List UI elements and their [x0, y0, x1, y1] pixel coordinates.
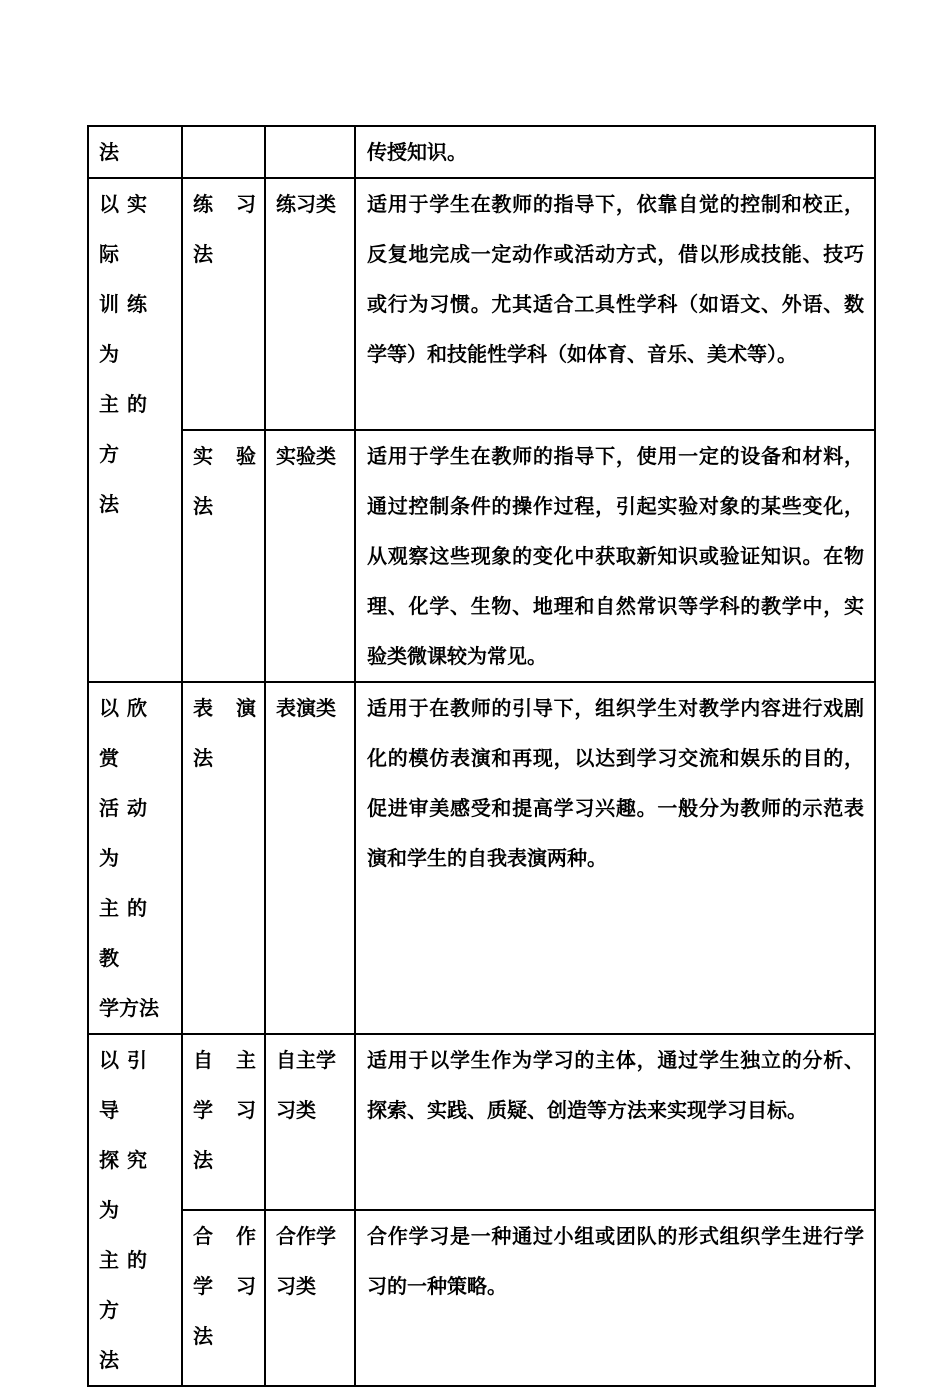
category-line: 活动为	[99, 796, 155, 870]
method-char: 演	[236, 696, 256, 720]
table-row	[88, 682, 875, 1034]
method-char: 作	[236, 1224, 256, 1248]
method-char: 习	[236, 1098, 256, 1122]
description-cell: 合作学习是一种通过小组或团队的形式组织学生进行学习的一种策略。	[355, 1210, 875, 1386]
method-char: 法	[193, 1148, 213, 1172]
method-char: 学	[193, 1098, 213, 1122]
method-char: 法	[193, 494, 213, 518]
type-cell: 表演类	[265, 682, 355, 1034]
category-line: 主的方	[99, 392, 155, 466]
type-line: 合作学	[276, 1224, 336, 1248]
table-row	[88, 178, 875, 430]
table-row	[88, 1210, 875, 1386]
method-cell	[182, 1034, 265, 1210]
category-cell: 法	[88, 126, 182, 178]
category-cell	[88, 1034, 182, 1386]
table-row	[88, 126, 875, 178]
method-char: 法	[193, 1324, 213, 1348]
description-cell: 适用于学生在教师的指导下，使用一定的设备和材料，通过控制条件的操作过程，引起实验对象的某些变化，从观察这些现象的变化中获取新知识或验证知识。在物理、化学、生物、地理和自然常识等学科的教学中，实验类微课较为常见。	[355, 430, 875, 682]
method-char: 验	[236, 444, 256, 468]
category-line: 以欣赏	[99, 696, 155, 770]
description-cell: 适用于学生在教师的指导下，依靠自觉的控制和校正，反复地完成一定动作或活动方式，借以形成技能、技巧或行为习惯。尤其适合工具性学科（如语文、外语、数学等）和技能性学科（如体育、音乐、美术等）。	[355, 178, 875, 430]
method-char: 习	[236, 1274, 256, 1298]
type-cell	[265, 126, 355, 178]
category-cell	[88, 682, 182, 1034]
method-char: 法	[193, 746, 213, 770]
category-line: 以实际	[99, 192, 155, 266]
type-cell: 实验类	[265, 430, 355, 682]
type-cell: 练习类	[265, 178, 355, 430]
category-line: 主的方	[99, 1248, 155, 1322]
method-char: 自	[193, 1048, 213, 1072]
method-table	[87, 125, 876, 1387]
description-cell: 适用于在教师的引导下，组织学生对教学内容进行戏剧化的模仿表演和再现，以达到学习交流和娱乐的目的，促进审美感受和提高学习兴趣。一般分为教师的示范表演和学生的自我表演两种。	[355, 682, 875, 1034]
type-cell	[265, 1210, 355, 1386]
category-line: 学方法	[99, 996, 159, 1020]
method-cell	[182, 430, 265, 682]
category-line: 法	[99, 1348, 127, 1372]
table-row	[88, 1034, 875, 1210]
method-char: 主	[236, 1048, 256, 1072]
type-line: 习类	[276, 1098, 316, 1122]
category-line: 探究为	[99, 1148, 155, 1222]
method-char: 实	[193, 444, 213, 468]
category-cell	[88, 178, 182, 682]
type-cell	[265, 1034, 355, 1210]
type-line: 自主学	[276, 1048, 336, 1072]
method-char: 合	[193, 1224, 213, 1248]
method-cell	[182, 682, 265, 1034]
type-line: 习类	[276, 1274, 316, 1298]
method-char: 练	[193, 192, 213, 216]
table-row	[88, 430, 875, 682]
method-cell	[182, 1210, 265, 1386]
method-cell	[182, 178, 265, 430]
method-char: 表	[193, 696, 213, 720]
description-cell: 传授知识。	[355, 126, 875, 178]
method-char: 习	[236, 192, 256, 216]
method-cell	[182, 126, 265, 178]
category-line: 法	[99, 492, 127, 516]
description-cell: 适用于以学生作为学习的主体，通过学生独立的分析、探索、实践、质疑、创造等方法来实现学习目标。	[355, 1034, 875, 1210]
method-char: 法	[193, 242, 213, 266]
method-char: 学	[193, 1274, 213, 1298]
category-line: 主的教	[99, 896, 155, 970]
category-line: 以引导	[99, 1048, 155, 1122]
category-line: 训练为	[99, 292, 155, 366]
